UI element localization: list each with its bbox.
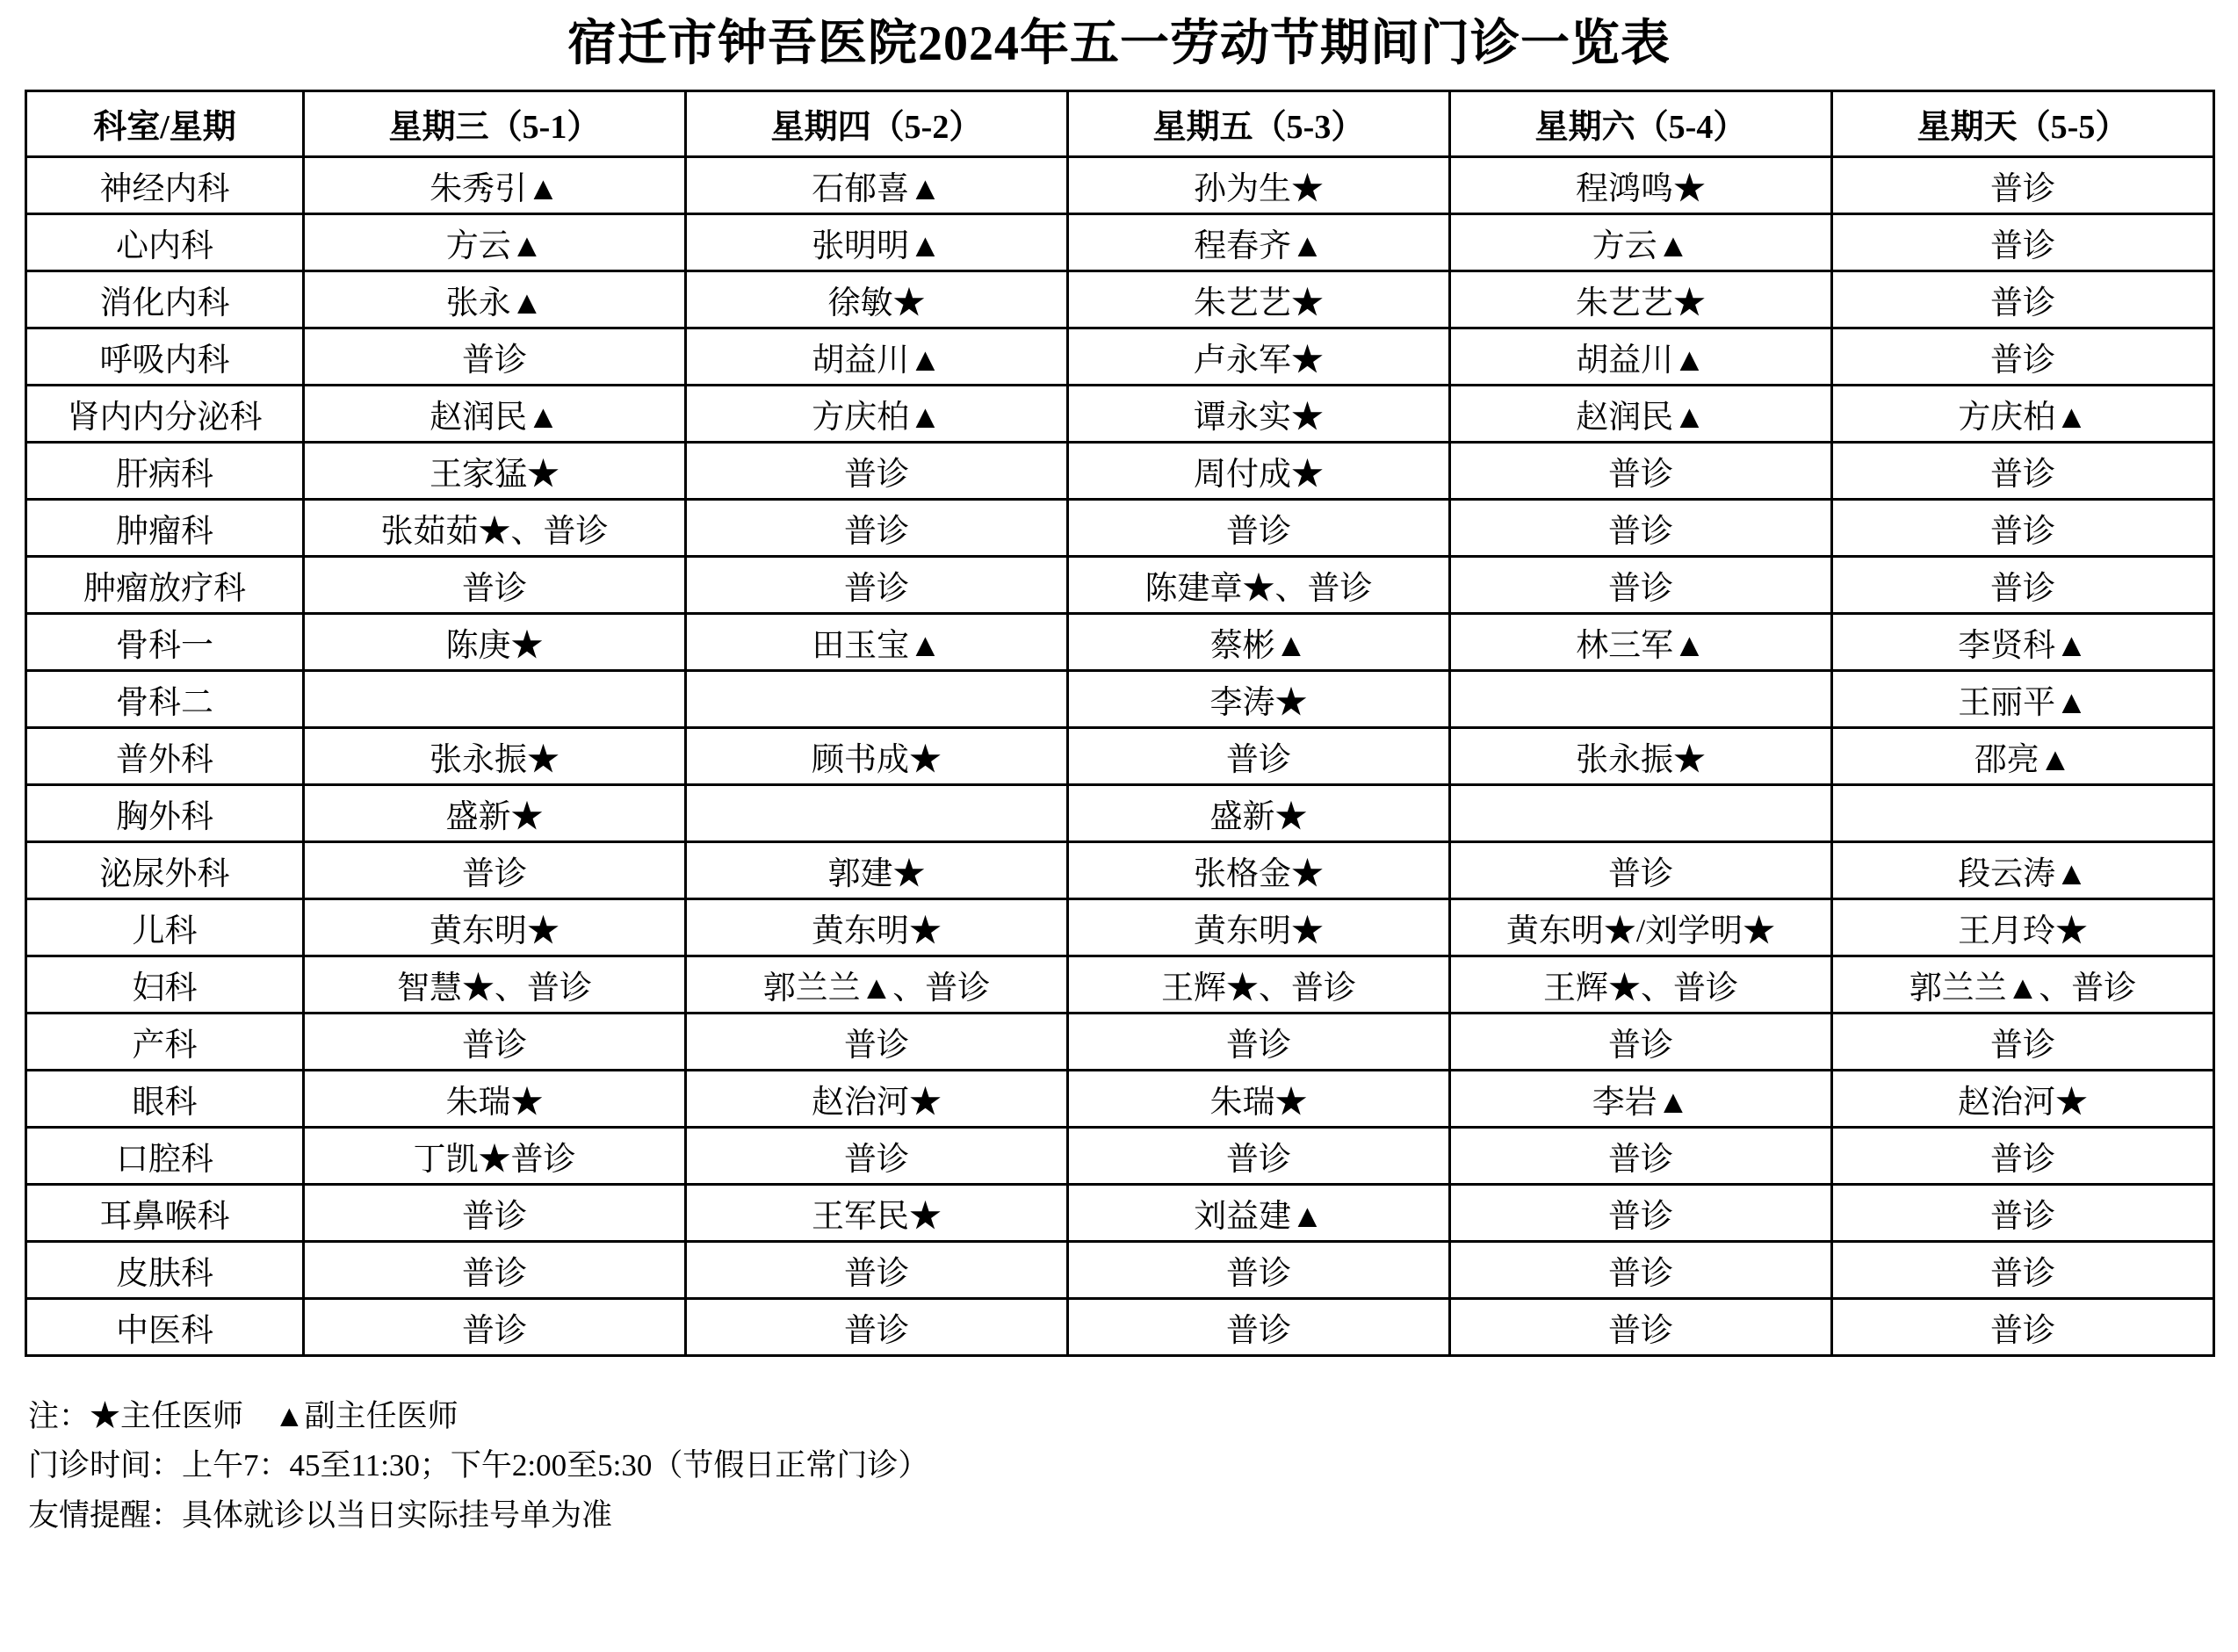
- dept-cell: 泌尿外科: [26, 841, 304, 898]
- schedule-cell: 普诊: [1068, 1298, 1450, 1355]
- schedule-cell: 普诊: [1832, 442, 2214, 499]
- dept-cell: 心内科: [26, 213, 304, 271]
- schedule-cell: 普诊: [1450, 1298, 1832, 1355]
- table-header-row: [26, 90, 2214, 156]
- column-header-wed: 星期三（5-1）: [304, 90, 686, 156]
- schedule-cell: [1832, 784, 2214, 841]
- schedule-cell: 普诊: [1068, 1241, 1450, 1298]
- schedule-cell: 张明明▲: [686, 213, 1068, 271]
- schedule-cell: 张格金★: [1068, 841, 1450, 898]
- schedule-cell: 普诊: [1068, 499, 1450, 556]
- table-row: [26, 1298, 2214, 1355]
- schedule-cell: 普诊: [1450, 1013, 1832, 1070]
- schedule-cell: 张茹茹★、普诊: [304, 499, 686, 556]
- schedule-cell: 刘益建▲: [1068, 1184, 1450, 1241]
- schedule-cell: 普诊: [1450, 1241, 1832, 1298]
- schedule-cell: [686, 670, 1068, 727]
- column-header-thu: 星期四（5-2）: [686, 90, 1068, 156]
- table-row: [26, 1184, 2214, 1241]
- dept-cell: 肾内内分泌科: [26, 385, 304, 442]
- table-row: [26, 328, 2214, 385]
- schedule-cell: 普诊: [304, 328, 686, 385]
- schedule-cell: 王辉★、普诊: [1068, 956, 1450, 1013]
- schedule-cell: 普诊: [686, 1013, 1068, 1070]
- schedule-cell: 普诊: [1832, 213, 2214, 271]
- schedule-cell: 卢永军★: [1068, 328, 1450, 385]
- dept-cell: 神经内科: [26, 156, 304, 213]
- note-legend: 注：★主任医师 ▲副主任医师: [28, 1398, 458, 1433]
- dept-cell: 肿瘤放疗科: [26, 556, 304, 613]
- schedule-cell: 普诊: [1450, 499, 1832, 556]
- schedule-cell: [686, 784, 1068, 841]
- column-header-sun: 星期天（5-5）: [1832, 90, 2214, 156]
- table-body: [26, 156, 2214, 1355]
- schedule-cell: 普诊: [1450, 442, 1832, 499]
- dept-cell: 产科: [26, 1013, 304, 1070]
- table-row: [26, 613, 2214, 670]
- schedule-cell: 黄东明★: [1068, 898, 1450, 956]
- dept-cell: 呼吸内科: [26, 328, 304, 385]
- schedule-cell: 方云▲: [1450, 213, 1832, 271]
- schedule-cell: 普诊: [686, 499, 1068, 556]
- schedule-cell: 林三军▲: [1450, 613, 1832, 670]
- table-row: [26, 784, 2214, 841]
- schedule-cell: 普诊: [304, 556, 686, 613]
- schedule-cell: 普诊: [1832, 499, 2214, 556]
- table-row: [26, 1241, 2214, 1298]
- schedule-cell: 丁凯★普诊: [304, 1127, 686, 1184]
- schedule-cell: 普诊: [1832, 1127, 2214, 1184]
- dept-cell: 耳鼻喉科: [26, 1184, 304, 1241]
- schedule-cell: [1450, 784, 1832, 841]
- column-header-fri: 星期五（5-3）: [1068, 90, 1450, 156]
- schedule-cell: 普诊: [1450, 556, 1832, 613]
- table-row: [26, 956, 2214, 1013]
- schedule-cell: 普诊: [1832, 156, 2214, 213]
- dept-cell: 骨科一: [26, 613, 304, 670]
- dept-cell: 消化内科: [26, 271, 304, 328]
- schedule-cell: 智慧★、普诊: [304, 956, 686, 1013]
- schedule-cell: 王月玲★: [1832, 898, 2214, 956]
- schedule-cell: 朱瑞★: [1068, 1070, 1450, 1127]
- schedule-cell: 王家猛★: [304, 442, 686, 499]
- schedule-cell: 李岩▲: [1450, 1070, 1832, 1127]
- schedule-cell: 普诊: [1832, 556, 2214, 613]
- schedule-cell: 普诊: [304, 841, 686, 898]
- column-header-sat: 星期六（5-4）: [1450, 90, 1832, 156]
- schedule-cell: 普诊: [686, 442, 1068, 499]
- footer-notes: [25, 1357, 2213, 1541]
- schedule-cell: 普诊: [1450, 841, 1832, 898]
- schedule-cell: 周付成★: [1068, 442, 1450, 499]
- schedule-cell: 李贤科▲: [1832, 613, 2214, 670]
- outpatient-schedule-table: [25, 90, 2215, 1357]
- schedule-cell: 谭永实★: [1068, 385, 1450, 442]
- schedule-cell: 普诊: [1068, 1013, 1450, 1070]
- schedule-cell: 朱瑞★: [304, 1070, 686, 1127]
- schedule-cell: 普诊: [1832, 1184, 2214, 1241]
- schedule-cell: 普诊: [1832, 1241, 2214, 1298]
- dept-cell: 胸外科: [26, 784, 304, 841]
- schedule-cell: [304, 670, 686, 727]
- schedule-cell: 蔡彬▲: [1068, 613, 1450, 670]
- table-row: [26, 271, 2214, 328]
- dept-cell: 儿科: [26, 898, 304, 956]
- schedule-cell: 普诊: [1450, 1127, 1832, 1184]
- schedule-cell: 王辉★、普诊: [1450, 956, 1832, 1013]
- table-row: [26, 156, 2214, 213]
- schedule-cell: 朱秀引▲: [304, 156, 686, 213]
- schedule-cell: 普诊: [304, 1298, 686, 1355]
- schedule-cell: 普诊: [1068, 1127, 1450, 1184]
- table-row: [26, 1013, 2214, 1070]
- table-row: [26, 898, 2214, 956]
- table-row: [26, 841, 2214, 898]
- schedule-cell: 顾书成★: [686, 727, 1068, 784]
- schedule-cell: 普诊: [686, 1127, 1068, 1184]
- schedule-cell: [1450, 670, 1832, 727]
- schedule-cell: 胡益川▲: [686, 328, 1068, 385]
- page-title: 宿迁市钟吾医院2024年五一劳动节期间门诊一览表: [567, 17, 1671, 71]
- schedule-cell: 朱艺艺★: [1450, 271, 1832, 328]
- schedule-cell: 张永振★: [304, 727, 686, 784]
- schedule-cell: 朱艺艺★: [1068, 271, 1450, 328]
- schedule-cell: 王丽平▲: [1832, 670, 2214, 727]
- schedule-cell: 孙为生★: [1068, 156, 1450, 213]
- schedule-cell: 段云涛▲: [1832, 841, 2214, 898]
- table-row: [26, 499, 2214, 556]
- table-row: [26, 442, 2214, 499]
- dept-cell: 口腔科: [26, 1127, 304, 1184]
- schedule-cell: 普诊: [304, 1184, 686, 1241]
- schedule-cell: 方云▲: [304, 213, 686, 271]
- schedule-cell: 张永振★: [1450, 727, 1832, 784]
- table-row: [26, 213, 2214, 271]
- dept-cell: 眼科: [26, 1070, 304, 1127]
- dept-cell: 皮肤科: [26, 1241, 304, 1298]
- note-hours: 门诊时间：上午7：45至11:30；下午2:00至5:30（节假日正常门诊）: [28, 1448, 929, 1483]
- schedule-cell: 赵治河★: [686, 1070, 1068, 1127]
- schedule-cell: 普诊: [1832, 328, 2214, 385]
- schedule-cell: 普诊: [304, 1013, 686, 1070]
- dept-cell: 肿瘤科: [26, 499, 304, 556]
- schedule-cell: 普诊: [304, 1241, 686, 1298]
- schedule-cell: 普诊: [686, 1298, 1068, 1355]
- dept-cell: 骨科二: [26, 670, 304, 727]
- schedule-cell: 普诊: [1068, 727, 1450, 784]
- schedule-cell: 陈庚★: [304, 613, 686, 670]
- schedule-cell: 胡益川▲: [1450, 328, 1832, 385]
- schedule-cell: 普诊: [1832, 271, 2214, 328]
- table-row: [26, 556, 2214, 613]
- schedule-cell: 程春齐▲: [1068, 213, 1450, 271]
- schedule-cell: 赵治河★: [1832, 1070, 2214, 1127]
- dept-cell: 中医科: [26, 1298, 304, 1355]
- schedule-cell: 方庆柏▲: [686, 385, 1068, 442]
- dept-cell: 妇科: [26, 956, 304, 1013]
- schedule-cell: 盛新★: [1068, 784, 1450, 841]
- schedule-cell: 黄东明★: [304, 898, 686, 956]
- schedule-cell: 李涛★: [1068, 670, 1450, 727]
- dept-cell: 肝病科: [26, 442, 304, 499]
- schedule-cell: 黄东明★/刘学明★: [1450, 898, 1832, 956]
- schedule-cell: 王军民★: [686, 1184, 1068, 1241]
- table-row: [26, 1070, 2214, 1127]
- schedule-cell: 陈建章★、普诊: [1068, 556, 1450, 613]
- column-header-dept: 科室/星期: [26, 90, 304, 156]
- schedule-cell: 普诊: [686, 1241, 1068, 1298]
- schedule-cell: 普诊: [1832, 1013, 2214, 1070]
- schedule-cell: 普诊: [686, 556, 1068, 613]
- schedule-cell: 普诊: [1832, 1298, 2214, 1355]
- schedule-cell: 程鸿鸣★: [1450, 156, 1832, 213]
- schedule-cell: 普诊: [1450, 1184, 1832, 1241]
- schedule-cell: 赵润民▲: [1450, 385, 1832, 442]
- schedule-cell: 郭兰兰▲、普诊: [1832, 956, 2214, 1013]
- table-row: [26, 670, 2214, 727]
- table-row: [26, 385, 2214, 442]
- schedule-cell: 赵润民▲: [304, 385, 686, 442]
- dept-cell: 普外科: [26, 727, 304, 784]
- table-row: [26, 727, 2214, 784]
- schedule-cell: 盛新★: [304, 784, 686, 841]
- schedule-cell: 邵亮▲: [1832, 727, 2214, 784]
- schedule-cell: 黄东明★: [686, 898, 1068, 956]
- schedule-cell: 石郁喜▲: [686, 156, 1068, 213]
- schedule-cell: 徐敏★: [686, 271, 1068, 328]
- schedule-cell: 郭兰兰▲、普诊: [686, 956, 1068, 1013]
- table-row: [26, 1127, 2214, 1184]
- note-reminder: 友情提醒：具体就诊以当日实际挂号单为准: [28, 1497, 613, 1533]
- schedule-cell: 方庆柏▲: [1832, 385, 2214, 442]
- schedule-cell: 郭建★: [686, 841, 1068, 898]
- schedule-cell: 张永▲: [304, 271, 686, 328]
- schedule-cell: 田玉宝▲: [686, 613, 1068, 670]
